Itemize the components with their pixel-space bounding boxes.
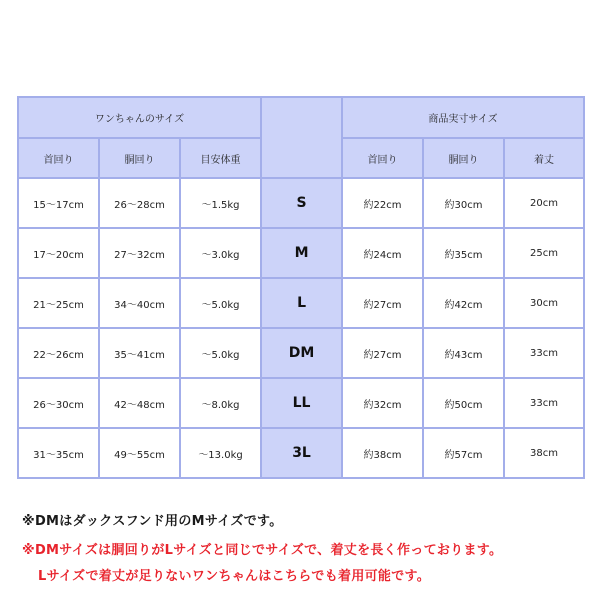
product-length-cell: 33cm: [504, 378, 584, 428]
product-chest-cell: 約50cm: [423, 378, 504, 428]
column-header: 胴回り: [423, 138, 504, 178]
product-neck-cell: 約38cm: [342, 428, 423, 478]
size-chart-table: [17, 96, 585, 479]
size-label-cell: M: [261, 228, 342, 278]
dog-chest-cell: 27～32cm: [99, 228, 180, 278]
product-length-cell: 30cm: [504, 278, 584, 328]
dm-size-note: ※DMはダックスフンド用のMサイズです。: [22, 514, 283, 529]
product-neck-cell: 約22cm: [342, 178, 423, 228]
product-chest-cell: 約57cm: [423, 428, 504, 478]
product-size-group-header: 商品実寸サイズ: [342, 97, 584, 138]
dog-chest-cell: 42～48cm: [99, 378, 180, 428]
size-label-cell: DM: [261, 328, 342, 378]
product-chest-cell: 約43cm: [423, 328, 504, 378]
column-header: 首回り: [18, 138, 99, 178]
product-length-cell: 25cm: [504, 228, 584, 278]
size-label-cell: L: [261, 278, 342, 328]
column-header: 胴回り: [99, 138, 180, 178]
size-label-cell: 3L: [261, 428, 342, 478]
dog-weight-cell: ～5.0kg: [180, 328, 261, 378]
dog-chest-cell: 34～40cm: [99, 278, 180, 328]
table-row: [18, 328, 584, 378]
dog-neck-cell: 31～35cm: [18, 428, 99, 478]
product-length-cell: 33cm: [504, 328, 584, 378]
dog-weight-cell: ～5.0kg: [180, 278, 261, 328]
dog-chest-cell: 49～55cm: [99, 428, 180, 478]
product-neck-cell: 約27cm: [342, 278, 423, 328]
dog-chest-cell: 35～41cm: [99, 328, 180, 378]
size-label-cell: S: [261, 178, 342, 228]
dog-neck-cell: 26～30cm: [18, 378, 99, 428]
product-length-cell: 38cm: [504, 428, 584, 478]
dog-chest-cell: 26～28cm: [99, 178, 180, 228]
product-neck-cell: 約24cm: [342, 228, 423, 278]
product-chest-cell: 約35cm: [423, 228, 504, 278]
column-header: 首回り: [342, 138, 423, 178]
product-length-cell: 20cm: [504, 178, 584, 228]
dog-neck-cell: 22～26cm: [18, 328, 99, 378]
dm-size-warning-note-continued: Lサイズで着丈が足りないワンちゃんはこちらでも着用可能です。: [38, 569, 431, 584]
dm-size-warning-note: ※DMサイズは胴回りがLサイズと同じでサイズで、着丈を長く作っております。: [22, 543, 503, 558]
dog-weight-cell: ～1.5kg: [180, 178, 261, 228]
column-header: 目安体重: [180, 138, 261, 178]
dog-neck-cell: 17～20cm: [18, 228, 99, 278]
product-neck-cell: 約27cm: [342, 328, 423, 378]
product-chest-cell: 約30cm: [423, 178, 504, 228]
table-row: [18, 428, 584, 478]
dog-weight-cell: ～13.0kg: [180, 428, 261, 478]
dog-size-group-header: ワンちゃんのサイズ: [18, 97, 261, 138]
dog-weight-cell: ～3.0kg: [180, 228, 261, 278]
table-row: [18, 228, 584, 278]
table-row: [18, 278, 584, 328]
size-column-header: [261, 97, 342, 178]
product-chest-cell: 約42cm: [423, 278, 504, 328]
table-row: [18, 178, 584, 228]
column-header: 着丈: [504, 138, 584, 178]
dog-neck-cell: 21～25cm: [18, 278, 99, 328]
dog-neck-cell: 15～17cm: [18, 178, 99, 228]
table-row: [18, 378, 584, 428]
product-neck-cell: 約32cm: [342, 378, 423, 428]
size-label-cell: LL: [261, 378, 342, 428]
dog-weight-cell: ～8.0kg: [180, 378, 261, 428]
